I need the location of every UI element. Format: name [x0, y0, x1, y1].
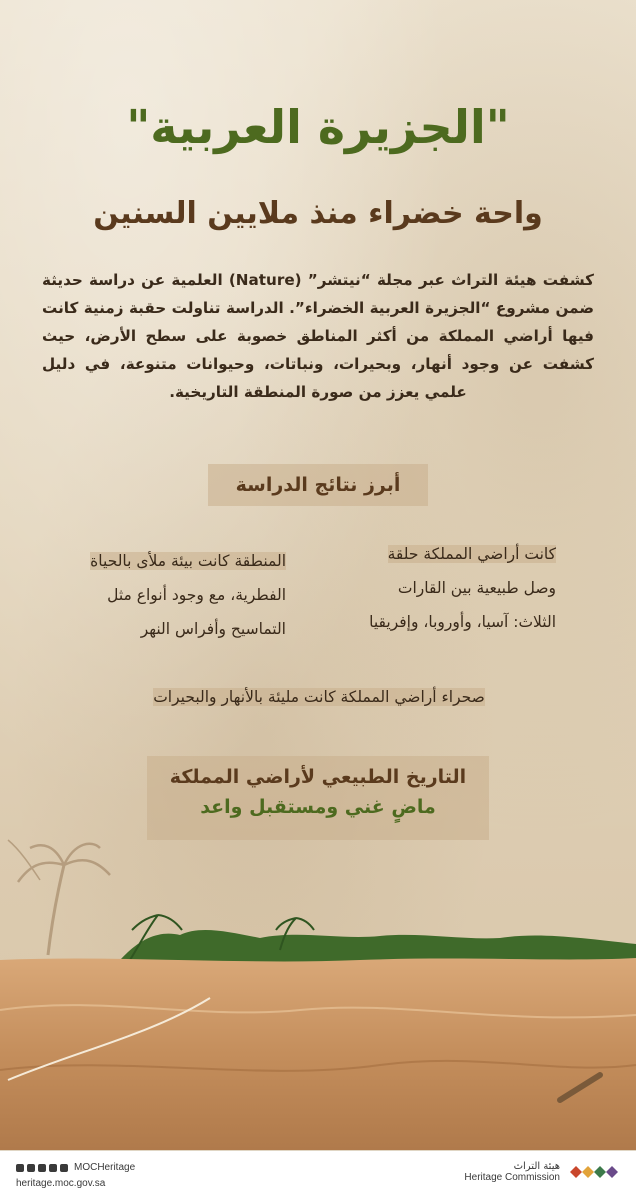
finding-line: كانت أراضي المملكة حلقة: [387, 545, 556, 563]
logo-english-text: Heritage Commission: [464, 1172, 560, 1183]
palm-tree-icon: [8, 840, 110, 955]
website-link[interactable]: heritage.moc.gov.sa: [16, 1178, 106, 1189]
subtitle: واحة خضراء منذ ملايين السنين: [93, 196, 543, 231]
tiktok-icon[interactable]: [38, 1164, 46, 1172]
social-handle: MOCHeritage: [74, 1162, 136, 1173]
logo-mark-icon: [568, 1160, 620, 1184]
finding-line: صحراء أراضي المملكة كانت مليئة بالأنهار والبحيرات: [153, 688, 485, 706]
social-row: [16, 1162, 135, 1173]
closing-line-2: ماضٍ غني ومستقبل واعد: [200, 796, 436, 818]
instagram-icon[interactable]: [60, 1164, 68, 1172]
results-heading: أبرز نتائج الدراسة: [208, 464, 428, 506]
closing-line-1: التاريخ الطبيعي لأراضي المملكة: [169, 766, 467, 788]
x-icon[interactable]: [27, 1164, 35, 1172]
snapchat-icon[interactable]: [16, 1164, 24, 1172]
finding-line: الثلاث: آسيا، وأوروبا، وإفريقيا: [369, 613, 556, 631]
main-title: "الجزيرة العربية": [126, 100, 510, 154]
logo-arabic-text: هيئة التراث: [513, 1161, 560, 1172]
finding-rivers-lakes: [64, 680, 574, 714]
finding-continents-link: [328, 537, 556, 639]
desert-oasis-illustration: [0, 820, 636, 1160]
finding-line: وصل طبيعية بين القارات: [397, 579, 556, 597]
finding-line: الفطرية، مع وجود أنواع مثل: [107, 586, 286, 604]
finding-wildlife: [58, 544, 286, 646]
intro-paragraph: كشفت هيئة التراث عبر مجلة “نيتشر” (Nature) العلمية عن دراسة حديثة ضمن مشروع “الجزيرة العربية الخضراء”. الدراسة تناولت حقبة زمنية كانت فيها أراضي المملكة من أكثر المناطق خصوبة على سطح الأرض، حيث كشفت عن وجود أنهار، وبحيرات، ونباتات، وحيوانات متنوعة، في دليل علمي يعزز من صورة المنطقة التاريخية.: [42, 271, 594, 401]
footer: [0, 1150, 636, 1199]
youtube-icon[interactable]: [49, 1164, 57, 1172]
finding-line: التماسيح وأفراس النهر: [140, 620, 286, 638]
heritage-commission-logo: [464, 1160, 620, 1184]
finding-line: المنطقة كانت بيئة ملأى بالحياة: [90, 552, 286, 570]
